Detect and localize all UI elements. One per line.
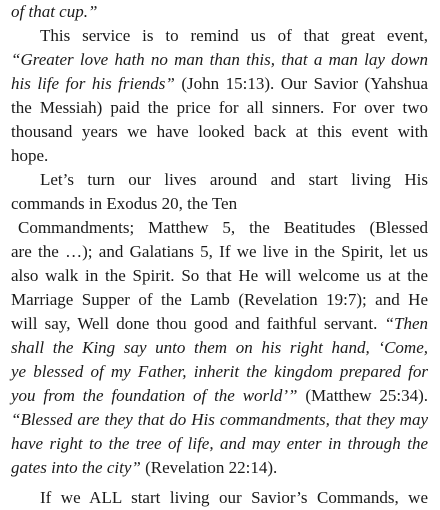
body-text: (Revelation 22:14). [140,458,278,477]
text-line [11,408,428,432]
text-line [11,120,428,144]
text-line [11,384,428,408]
italic-text: “Blessed are they that do His commandments, that they may [11,410,428,429]
body-text: This service is to remind us of that great event, [40,26,428,45]
text-line [11,240,428,264]
text-line [11,312,428,336]
body-text: are the …); and Galatians 5, If we live in the Spirit, let us [11,242,428,261]
text-line [11,336,428,360]
italic-text: have right to the tree of life, and may enter in through the [11,434,428,453]
text-line [11,48,428,72]
italic-text: you from the foundation of the world’” [11,386,298,405]
text-line [11,192,428,216]
body-text: (John 15:13). Our Savior (Yahshua [174,74,428,93]
body-text: (Matthew 25:34). [297,386,428,405]
italic-text: “Then [384,314,428,333]
body-text: Let’s turn our lives around and start living His [40,170,428,189]
italic-text: shall the King say unto them on his right hand, ‘Come, [11,338,428,357]
body-text: the Messiah) paid the price for all sinners. For over two [11,98,428,117]
text-line [11,144,428,168]
body-text: commands in Exodus 20, the Ten [11,194,238,213]
italic-text: of that cup.” [11,2,98,21]
body-text: also walk in the Spirit. So that He will welcome us at the [11,266,428,285]
text-line [11,288,428,312]
partial-bottom-line: If we ALL start living our Savior’s Commands, we [40,488,428,507]
italic-text: “Greater love hath no man than this, that a man lay down [11,50,428,69]
text-line [11,264,428,288]
italic-text: his life for his friends” [11,74,175,93]
body-text: thousand years we have looked back at this event with [11,122,428,141]
text-line [11,432,428,456]
body-text: hope. [11,146,49,165]
text-line [11,360,428,384]
text-line [18,216,428,240]
body-text: Marriage Supper of the Lamb (Revelation 19:7); and He [11,290,428,309]
text-line [40,24,428,48]
italic-text: gates into the city” [11,458,141,477]
text-line [11,72,428,96]
text-line [11,0,428,24]
text-line [11,456,428,480]
text-line [40,168,428,192]
body-text: Commandments; Matthew 5, the Beatitudes (Blessed [18,218,428,237]
body-text: will say, Well done thou good and faithful servant. [11,314,385,333]
italic-text: ye blessed of my Father, inherit the kingdom prepared for [11,362,428,381]
text-line [11,96,428,120]
